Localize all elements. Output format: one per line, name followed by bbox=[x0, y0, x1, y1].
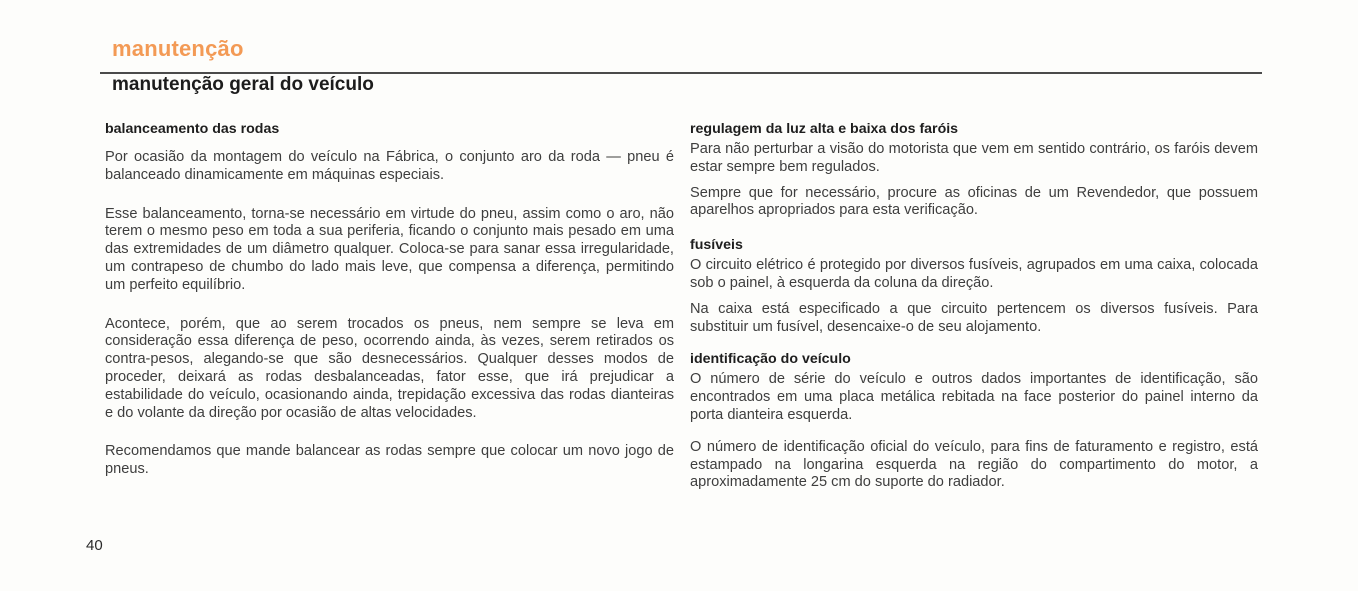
paragraph: O número de identificação oficial do veículo, para fins de faturamento e registro, está estampado na longarina esquerda na região do compartimento do motor, a aproximadamente 25 cm do suporte do radiador. bbox=[690, 438, 1258, 491]
paragraph: Por ocasião da montagem do veículo na Fábrica, o conjunto aro da roda — pneu é balanceado dinamicamente em máquinas especiais. bbox=[105, 149, 674, 183]
paragraph: Esse balanceamento, torna-se necessário em virtude do pneu, assim como o aro, não terem o mesmo peso em toda a sua periferia, ficando o conjunto mais pesado em uma das extremidades de um diâmetro qualquer. Coloca-se para sanar essa irregularidade, um contrapeso de chumbo do lado mais leve, que compensa a diferença, permitindo um perfeito equilíbrio. bbox=[105, 205, 674, 293]
paragraph: Para não perturbar a visão do motorista que vem em sentido contrário, os faróis devem estar sempre bem regulados. bbox=[690, 141, 1258, 175]
paragraph: Sempre que for necessário, procure as oficinas de um Revendedor, que possuem aparelhos apropriados para esta verificação. bbox=[690, 184, 1258, 219]
heading-fuses: fusíveis bbox=[690, 237, 743, 254]
paragraph: Recomendamos que mande balancear as rodas sempre que colocar um novo jogo de pneus. bbox=[105, 443, 674, 478]
page-number: 40 bbox=[86, 537, 103, 554]
paragraph: O número de série do veículo e outros dados importantes de identificação, são encontrados em uma placa metálica rebitada na face posterior do painel interno da porta dianteira esquerda. bbox=[690, 371, 1258, 423]
left-column bbox=[105, 121, 674, 500]
right-column bbox=[690, 121, 1258, 492]
paragraph: Acontece, porém, que ao serem trocados os pneus, nem sempre se leva em consideração essa diferença de peso, ocorrendo ainda, às vezes, serem retirados os contra-pesos, alegando-se que são desnecessários. Qualquer desses modos de proceder, deixará as rodas desbalanceadas, fator esse, que irá prejudicar a estabilidade do veículo, ocasionando ainda, trepidação excessiva das rodas dianteiras e do volante da direção por ocasião de altas velocidades. bbox=[105, 315, 674, 421]
paragraph: Na caixa está especificado a que circuito pertencem os diversos fusíveis. Para substituir um fusível, desencaixe-o de seu alojamento. bbox=[690, 300, 1258, 335]
heading-wheel-balancing: balanceamento das rodas bbox=[105, 121, 280, 137]
page-title: manutenção geral do veículo bbox=[112, 74, 374, 95]
section-label: manutenção bbox=[112, 36, 244, 61]
heading-vehicle-identification: identificação do veículo bbox=[690, 351, 851, 368]
heading-headlight-adjustment: regulagem da luz alta e baixa dos faróis bbox=[690, 121, 959, 137]
paragraph: O circuito elétrico é protegido por diversos fusíveis, agrupados em uma caixa, colocada sob o painel, à esquerda da coluna da direção. bbox=[690, 257, 1258, 291]
